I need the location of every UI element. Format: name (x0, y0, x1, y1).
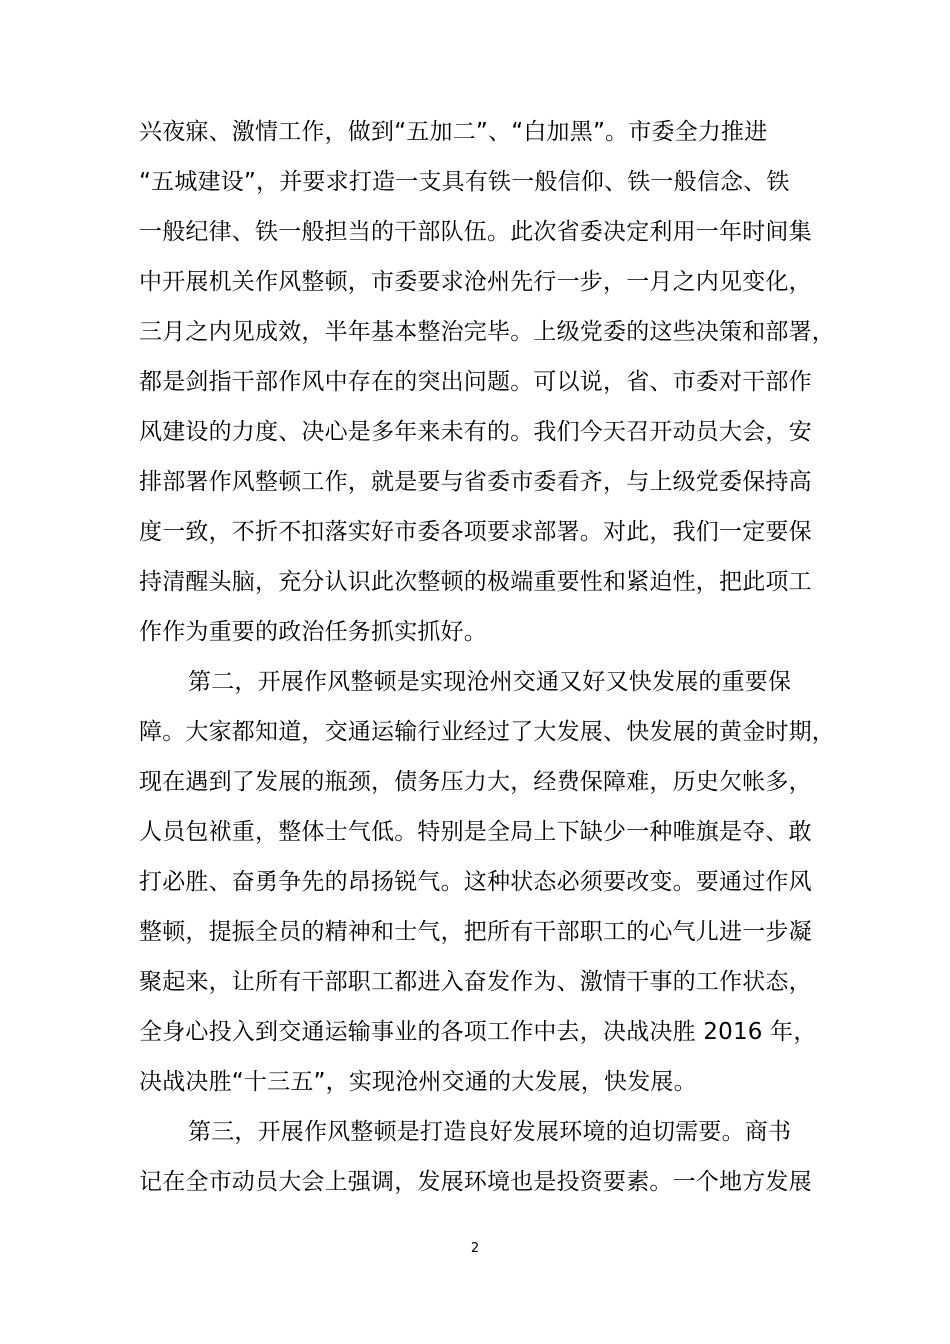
paragraph-start-line: 第二，开展作风整顿是实现沧州交通又好又快发展的重要保 (188, 669, 792, 695)
text-line: 兴夜寐、激情工作，做到“五加二”、“白加黑”。市委全力推进 (139, 119, 768, 145)
text-line: 中开展机关作风整顿，市委要求沧州先行一步，一月之内见变化， (139, 269, 812, 295)
text-line: “五城建设”，并要求打造一支具有铁一般信仰、铁一般信念、铁 (139, 169, 790, 195)
text-line: 全身心投入到交通运输事业的各项工作中去，决战决胜 2016 年， (139, 1019, 817, 1045)
text-line: 打必胜、奋勇争先的昂扬锐气。这种状态必须要改变。要通过作风 (139, 869, 812, 895)
text-line: 人员包袱重，整体士气低。特别是全局上下缺少一种唯旗是夺、敢 (139, 819, 812, 845)
text-line: 决战决胜“十三五”，实现沧州交通的大发展，快发展。 (139, 1069, 697, 1095)
text-line: 持清醒头脑，充分认识此次整顿的极端重要性和紧迫性，把此项工 (139, 569, 812, 595)
text-line: 三月之内见成效，半年基本整治完毕。上级党委的这些决策和部署， (139, 319, 835, 345)
page-number: 2 (470, 1241, 480, 1256)
paragraph-start-line: 第三，开展作风整顿是打造良好发展环境的迫切需要。商书 (188, 1119, 792, 1145)
text-line: 排部署作风整顿工作，就是要与省委市委看齐，与上级党委保持高 (139, 469, 812, 495)
text-line: 度一致，不折不扣落实好市委各项要求部署。对此，我们一定要保 (139, 519, 812, 545)
text-line: 聚起来，让所有干部职工都进入奋发作为、激情干事的工作状态， (139, 969, 812, 995)
text-line: 风建设的力度、决心是多年来未有的。我们今天召开动员大会，安 (139, 419, 812, 445)
text-line: 现在遇到了发展的瓶颈，债务压力大，经费保障难，历史欠帐多， (139, 769, 812, 795)
text-line: 整顿，提振全员的精神和士气，把所有干部职工的心气儿进一步凝 (139, 919, 812, 945)
text-line: 障。大家都知道，交通运输行业经过了大发展、快发展的黄金时期， (139, 719, 835, 745)
text-line: 一般纪律、铁一般担当的干部队伍。此次省委决定利用一年时间集 (139, 219, 812, 245)
text-line: 都是剑指干部作风中存在的突出问题。可以说，省、市委对干部作 (139, 369, 812, 395)
text-line: 记在全市动员大会上强调，发展环境也是投资要素。一个地方发展 (139, 1169, 812, 1195)
text-line: 作作为重要的政治任务抓实抓好。 (139, 619, 487, 645)
